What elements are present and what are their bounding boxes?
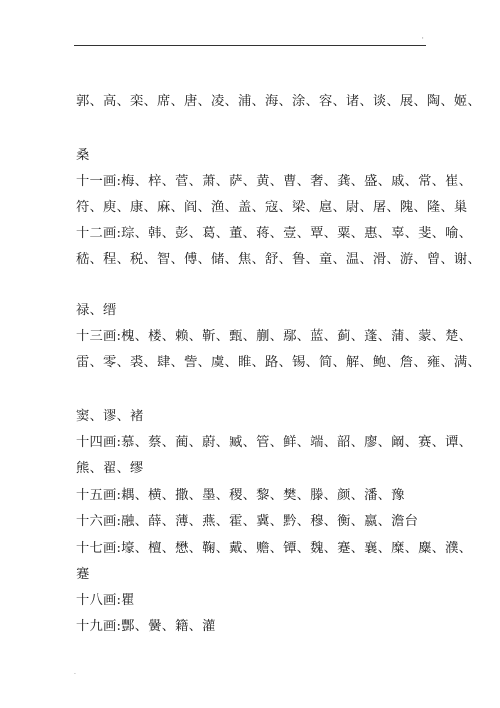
text-line: 桑	[76, 148, 90, 163]
text-line: 十九画:酆、黌、籍、灌	[76, 619, 216, 634]
text-line: 十四画:慕、蔡、蔺、蔚、臧、管、鲜、端、韶、廖、阚、赛、谭、	[76, 435, 473, 450]
header-rule	[74, 45, 426, 46]
header-mark: '	[422, 37, 424, 44]
text-line: 雷、零、裘、肆、訾、虞、睢、路、锡、简、解、鲍、詹、雍、满、	[76, 355, 481, 370]
text-line: 熊、翟、缪	[76, 461, 144, 476]
text-line: 禄、缙	[76, 303, 117, 318]
text-line: 十七画:壕、檀、懋、鞠、戴、赡、镡、魏、蹇、襄、糜、麋、濮、	[76, 541, 473, 556]
text-line: 十八画:瞿	[76, 593, 135, 608]
text-line: 十三画:槐、楼、赖、靳、甄、蒯、鄢、蓝、蓟、蓬、蒲、蒙、楚、	[76, 329, 473, 344]
text-line: 郭、高、栾、席、唐、凌、浦、海、涂、容、诸、谈、展、陶、姬、	[76, 94, 481, 109]
text-line: 十二画:琮、韩、彭、葛、董、蒋、壹、覃、粟、惠、辜、斐、喻、	[76, 226, 473, 241]
text-line: 窦、谬、褚	[76, 409, 144, 424]
footer-mark: .	[74, 669, 76, 676]
text-line: 十一画:梅、梓、菅、萧、萨、黄、曹、奢、龚、盛、戚、常、崔、	[76, 174, 473, 189]
text-line: 十五画:耦、横、撒、墨、稷、黎、樊、滕、颜、潘、豫	[76, 488, 405, 503]
text-line: 十六画:融、薛、薄、燕、霍、冀、黔、穆、衡、嬴、澹台	[76, 514, 419, 529]
text-line: 嵇、程、税、智、傅、储、焦、舒、鲁、童、温、滑、游、曾、谢、	[76, 252, 481, 267]
text-line: 符、庾、康、麻、阎、渔、盖、寇、梁、扈、尉、屠、隗、隆、巢	[76, 200, 468, 215]
text-line: 蹇	[76, 567, 90, 582]
